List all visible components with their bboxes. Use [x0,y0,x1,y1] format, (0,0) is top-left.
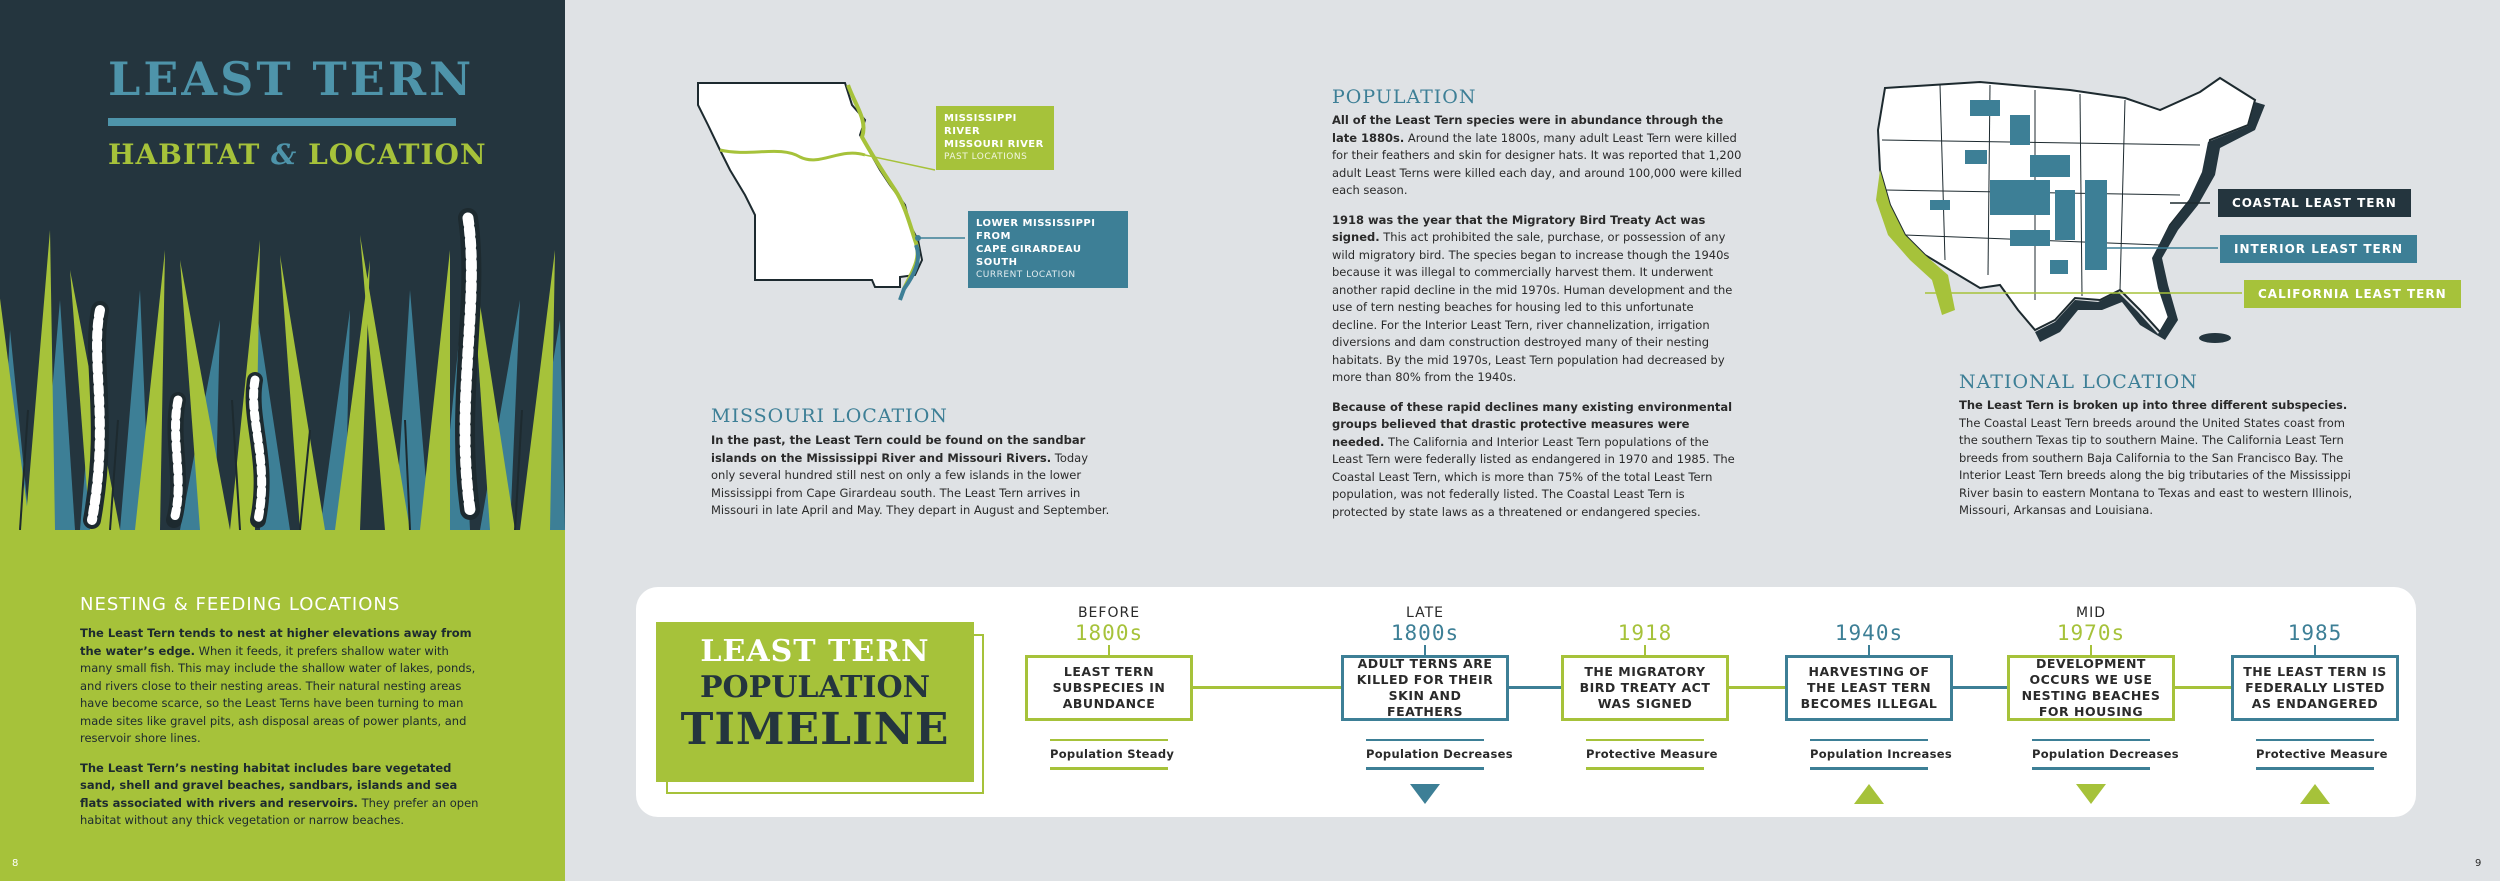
national-heading: NATIONAL LOCATION [1959,371,2198,393]
arrow-down-icon [1410,784,1440,804]
timeline-event [1025,605,1193,770]
interior-area [1965,150,1987,164]
timeline-title-line-1: LEAST TERN [700,634,930,669]
missouri-heading: MISSOURI LOCATION [711,405,948,427]
timeline-event-box [1341,655,1509,721]
subtitle-habitat: HABITAT [108,138,261,171]
timeline-event-status-wrap [1366,739,1513,770]
population-text [1332,112,1742,533]
timeline-event-text: DEVELOPMENT OCCURS WE USE NESTING BEACHES FOR HOUSING [2021,656,2161,719]
national-text-lead: The Least Tern is broken up into three different subspecies. [1959,398,2348,412]
label-coastal-least-tern: COASTAL LEAST TERN [2218,189,2411,217]
timeline-event-tick [1108,645,1110,655]
subtitle-ampersand: & [271,138,298,171]
timeline-event-status-wrap [2256,739,2388,770]
timeline-connector [1953,686,2007,689]
page-number-right: 9 [2475,858,2482,869]
timeline-event-year: 1985 [2287,621,2343,645]
nesting-paragraph-2 [80,760,480,830]
interior-area [2055,190,2075,240]
label-current-location [968,211,1128,288]
timeline-event-status: Population Increases [1810,747,1952,761]
population-p2-body: This act prohibited the sale, purchase, or possession of any wild migratory bird. The species began to increase though the 1940s because it was illegal to commercially harvest them. It underwent another rapid decline in the mid 1970s. Human development and the use of tern nesting beaches for housing led to this unfortunate decline. For the Interior Least Tern, river channelization, irrigation diversions and dam construction destroyed many of their nesting habitats. By the mid 1970s, Least Tern population had decreased by more than 80% from the 1940s. [1332,230,1733,384]
nesting-paragraph-1 [80,625,480,748]
arrow-up-icon [1854,784,1884,804]
timeline-title-text [656,634,974,754]
population-paragraph-2 [1332,212,1742,387]
national-text [1959,397,2359,532]
page-number-left: 8 [12,858,19,869]
nesting-p1-body: When it feeds, it prefers shallow water with many small fish. This may include the shallow water of lakes, ponds, and rivers close to their nesting areas. Their natural nesting areas have become scarce, so the Least Terns have been turning to man made sites like gravel pits, ash disposal areas of power plants, and reservoir shore lines. [80,643,476,745]
label-current-sub: CURRENT LOCATION [976,270,1076,280]
nesting-heading: NESTING & FEEDING LOCATIONS [80,594,401,615]
page-title: LEAST TERN [108,52,475,106]
arrow-down-icon [2076,784,2106,804]
timeline-event [2231,605,2399,804]
interior-area [2010,230,2050,246]
timeline-event [1561,605,1729,770]
timeline-event-tick [1424,645,1426,655]
timeline-event-text: ADULT TERNS ARE KILLED FOR THEIR SKIN AND FEATHERS [1356,656,1494,719]
timeline-event-status-wrap [1050,739,1175,770]
population-p1-lead: All of the Least Tern species were in abundance through the late 1880s. [1332,113,1724,145]
timeline-event-year: 1918 [1617,621,1673,645]
timeline-event-year: 1970s [2056,621,2126,645]
label-past-sub: PAST LOCATIONS [944,152,1028,162]
label-current-line-1: LOWER MISSISSIPPI FROM [976,218,1096,242]
timeline-event [1785,605,1953,804]
nesting-p1-lead: The Least Tern tends to nest at higher elevations away from the water’s edge. [80,626,472,658]
interior-area [2030,155,2070,177]
missouri-text-body: Today only several hundred still nest on only a few islands in the lower Mississippi from Cape Girardeau south. The Least Tern arrives in Missouri in late April and May. They depart in August and September. [711,450,1110,517]
interior-area [1990,180,2050,215]
timeline-event-tick [1644,645,1646,655]
timeline-title-line-3: TIMELINE [680,704,950,755]
national-text-body: The Coastal Least Tern breeds around the United States coast from the southern Texas tip to southern Maine. The California Least Tern breeds from southern Baja California to the San Francisco Bay. The Interior Least Tern breeds along the big tributaries of the Mississippi River basin to eastern Montana to Texas and east to western Illinois, Missouri, Arkansas and Louisiana. [1959,415,2353,517]
timeline-event-status-wrap [2032,739,2179,770]
population-p1-body: Around the late 1800s, many adult Least Tern were killed for their feathers and skin for designer hats. It was reported that 1,200 adult Least Terns were killed each day, and around 100,000 were killed each season. [1332,130,1742,197]
missouri-text [711,432,1111,532]
timeline-event-prefix [1561,605,1729,621]
timeline-event-prefix [1785,605,1953,621]
left-page [0,0,565,881]
timeline-event-text: HARVESTING OF THE LEAST TERN BECOMES ILLEGAL [1800,664,1938,711]
timeline-event-year: 1800s [1074,621,1144,645]
interior-area [1930,200,1950,210]
interior-area [2010,115,2030,145]
timeline-event-box [1025,655,1193,721]
population-p3-body: The California and Interior Least Tern populations of the Least Tern were federally listed as endangered in 1970 and 1985. The Coastal Least Tern, which is more than 75% of the total Least Tern population, was not federally listed. The Coastal Least Tern is protected by state laws as a threatened or endangered species. [1332,434,1735,519]
timeline-title-block [656,622,974,782]
timeline-event-status-wrap [1586,739,1718,770]
label-past-line-2: MISSOURI RIVER [944,139,1044,150]
timeline-event-year: 1800s [1390,621,1460,645]
page-subtitle [108,138,487,171]
timeline-event-box [1561,655,1729,721]
timeline-event-status: Protective Measure [2256,747,2388,761]
timeline-event-tick [1868,645,1870,655]
nesting-section [80,594,480,842]
grass-illustration [0,0,565,530]
label-past-locations [936,106,1054,170]
subtitle-location: LOCATION [308,138,487,171]
timeline-event-prefix: MID [2076,605,2106,621]
timeline-event-text: THE MIGRATORY BIRD TREATY ACT WAS SIGNED [1579,664,1711,711]
timeline-event-text: THE LEAST TERN IS FEDERALLY LISTED AS ENDANGERED [2243,664,2387,711]
timeline-event-tick [2090,645,2092,655]
timeline-event-status-wrap [1810,739,1952,770]
timeline-event-status: Population Decreases [1366,747,1513,761]
timeline-event-year: 1940s [1834,621,1904,645]
interior-area [2050,260,2068,274]
label-current-line-2: CAPE GIRARDEAU SOUTH [976,244,1082,268]
arrow-up-icon [2300,784,2330,804]
timeline-event [1341,605,1513,804]
timeline-event-prefix: BEFORE [1077,605,1141,621]
timeline-event-text: LEAST TERN SUBSPECIES IN ABUNDANCE [1052,664,1166,711]
interior-area [1970,100,2000,116]
population-paragraph-3 [1332,399,1742,522]
population-heading: POPULATION [1332,86,1477,108]
timeline-event-status: Protective Measure [1586,747,1718,761]
timeline-event-status: Population Steady [1050,747,1175,761]
population-p3-lead: Because of these rapid declines many existing environmental groups believed that drastic protective measures were needed. [1332,399,1733,449]
timeline-connector [2175,686,2231,689]
population-p2-lead: 1918 was the year that the Migratory Bird Treaty Act was signed. [1332,212,1706,244]
timeline-event-status: Population Decreases [2032,747,2179,761]
timeline-event-box [2231,655,2399,721]
title-underline [108,118,456,126]
timeline-event-prefix [2231,605,2399,621]
missouri-outline [698,83,922,287]
timeline-event-box [1785,655,1953,721]
timeline-event-prefix: LATE [1405,605,1444,621]
timeline-event [2007,605,2179,804]
timeline-event-box [2007,655,2175,721]
label-past-line-1: MISSISSIPPI RIVER [944,113,1017,137]
label-california-least-tern: CALIFORNIA LEAST TERN [2244,280,2461,308]
label-interior-least-tern: INTERIOR LEAST TERN [2220,235,2417,263]
us-map [1870,70,2270,360]
timeline-title-line-2: POPULATION [699,670,931,705]
population-paragraph-1 [1332,112,1742,200]
nesting-p2-body: They prefer an open habitat without any thick vegetation or narrow beaches. [80,795,479,827]
timeline-connector [1509,686,1561,689]
missouri-text-lead: In the past, the Least Tern could be found on the sandbar islands on the Mississippi River and Missouri Rivers. [711,433,1086,465]
timeline-event-tick [2314,645,2316,655]
nesting-p2-lead: The Least Tern’s nesting habitat includes bare vegetated sand, shell and gravel beaches, sandbars, islands and sea flats associated with rivers and reservoirs. [80,760,458,810]
timeline-connector [1729,686,1785,689]
interior-area [2085,180,2107,270]
